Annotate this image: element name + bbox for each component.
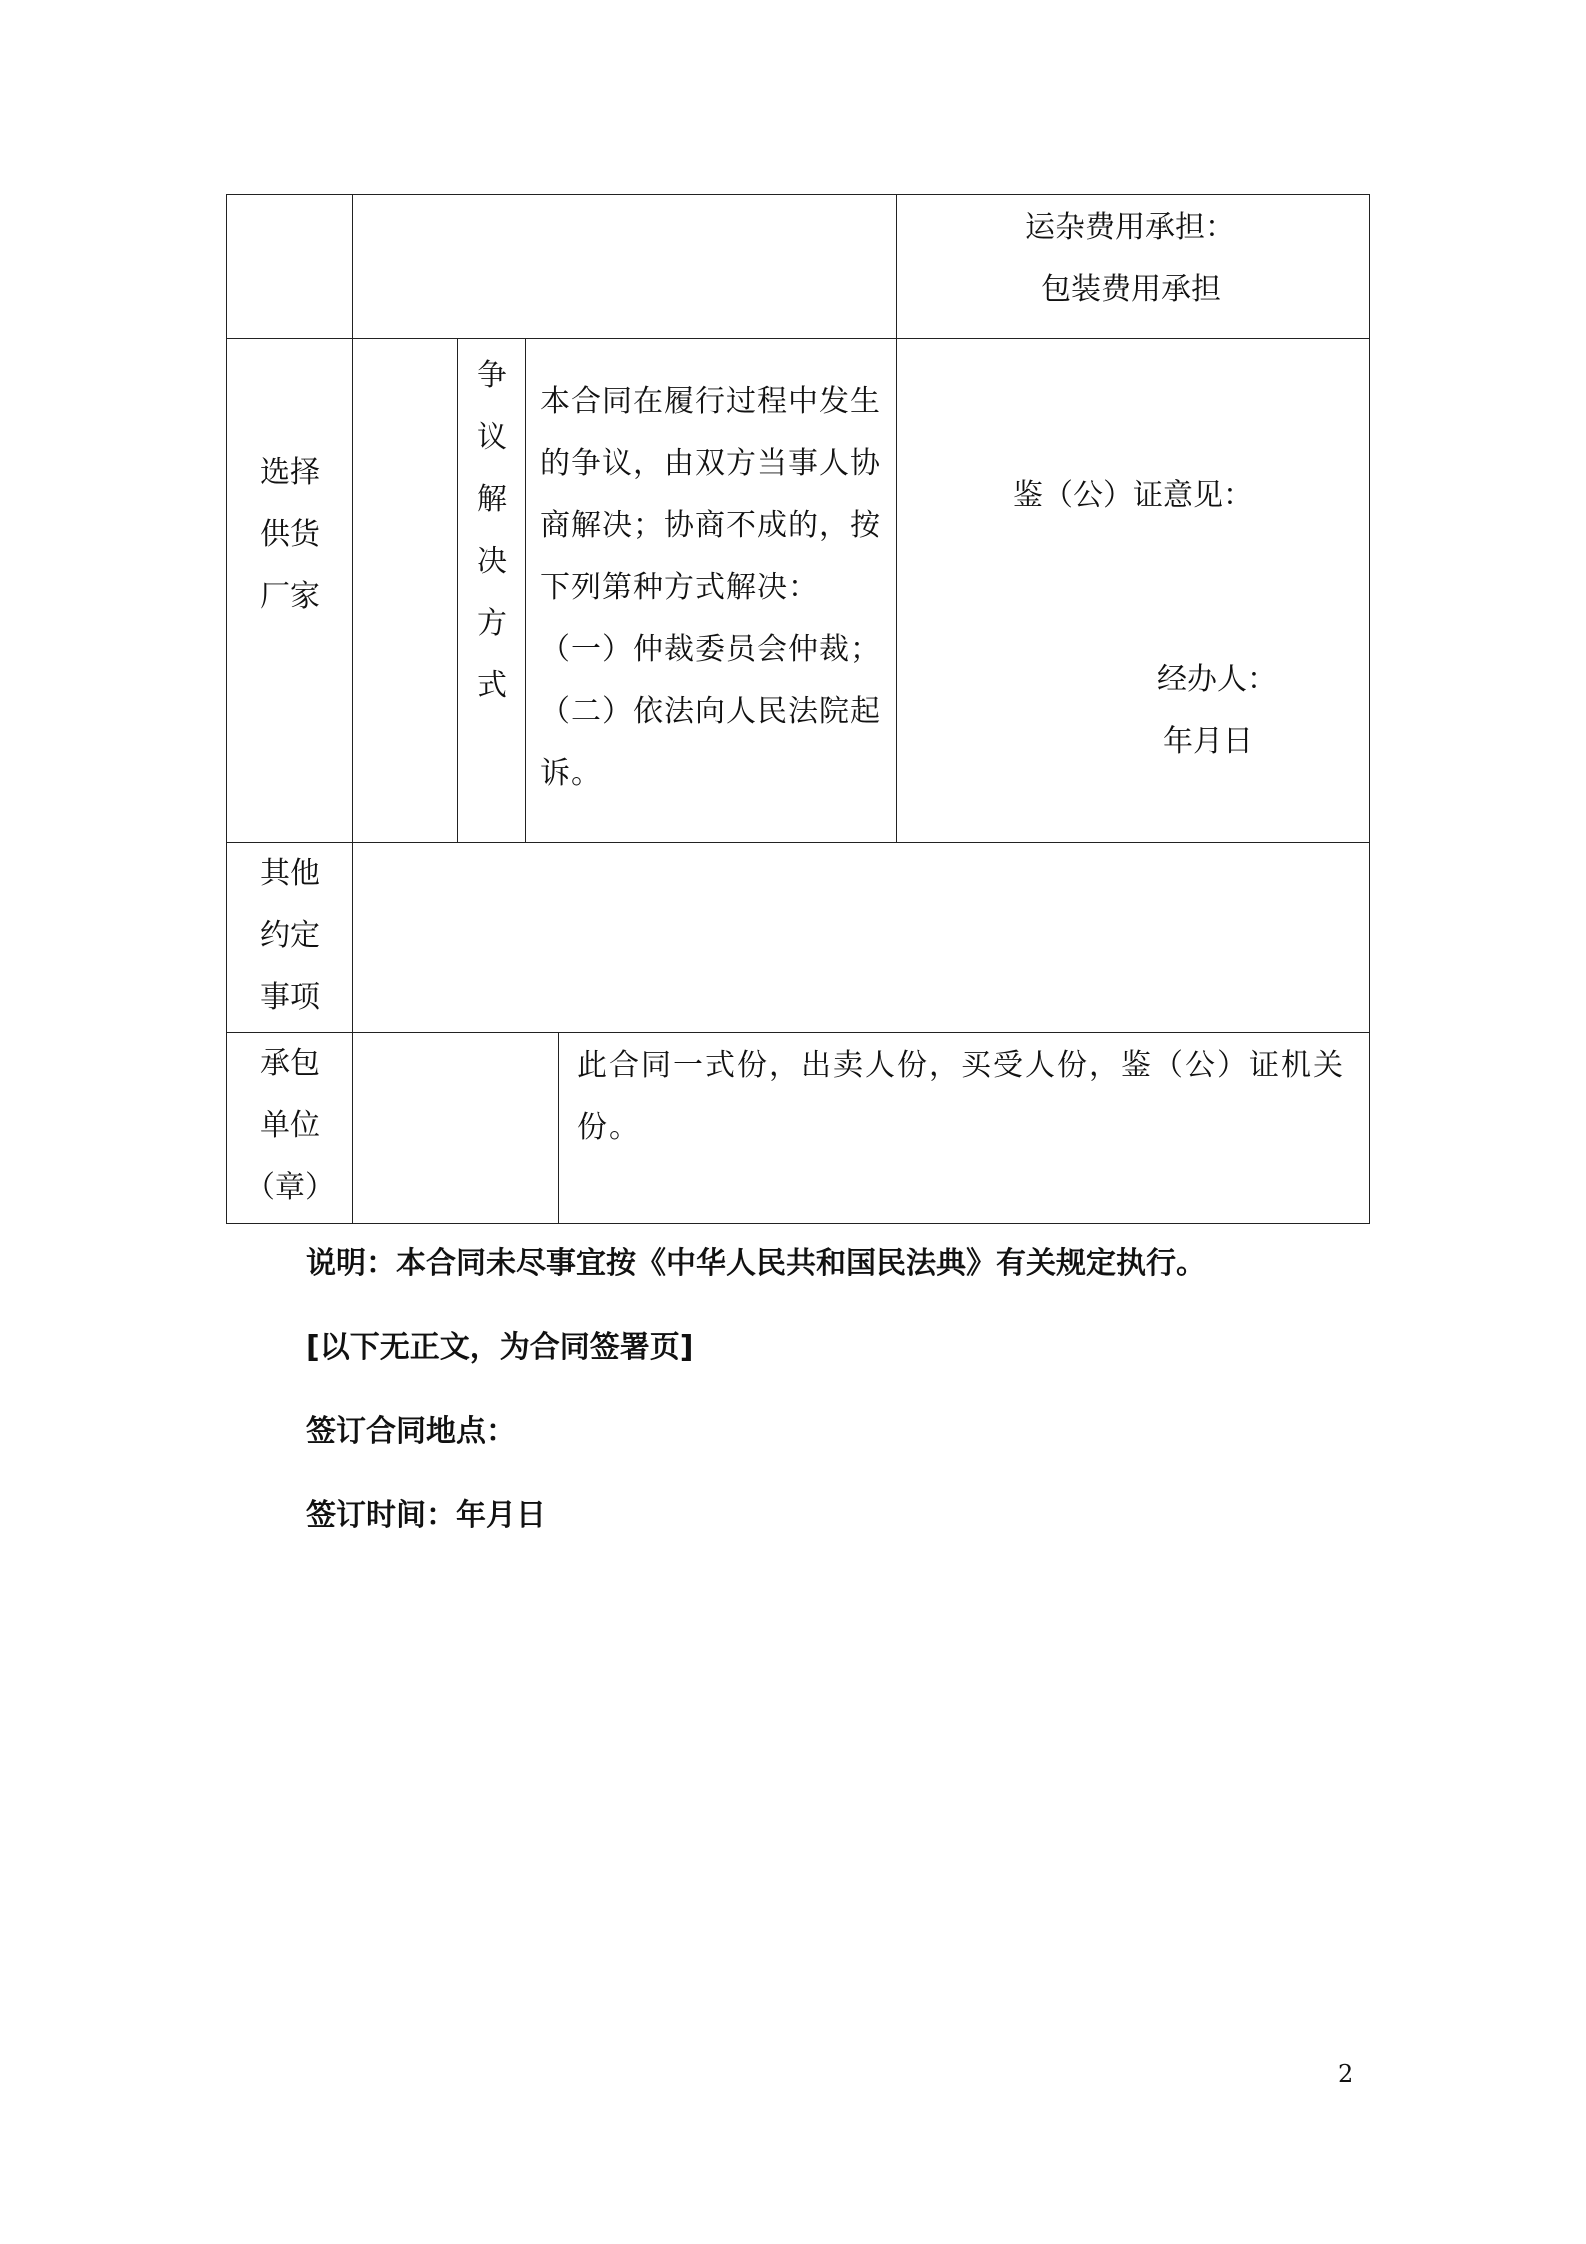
supplier-label-cell xyxy=(226,338,352,842)
no-text-below-note: [以下无正文，为合同签署页] xyxy=(306,1330,694,1365)
freight-cost-text: 运杂费用承担： xyxy=(1025,210,1235,245)
dispute-resolution-text: 本合同在履行过程中发生的争议，由双方当事人协商解决；协商不成的，按下列第种方式解决： xyxy=(540,384,881,605)
contractor-seal-cell xyxy=(352,1032,558,1224)
notary-opinion-text: 鉴（公）证意见： xyxy=(1013,478,1253,513)
supplier-label-line2: 供货 xyxy=(260,517,320,552)
packaging-cost-text: 包装费用承担 xyxy=(1041,272,1221,307)
dispute-label-char1: 争 xyxy=(477,358,507,393)
dispute-label-char6: 式 xyxy=(477,668,507,703)
dispute-label-char3: 解 xyxy=(477,482,507,517)
page-number: 2 xyxy=(1338,2060,1354,2088)
row1-col2-cell xyxy=(352,194,896,338)
explanation-note: 说明：本合同未尽事宜按《中华人民共和国民法典》有关规定执行。 xyxy=(306,1246,1206,1281)
supplier-value-cell xyxy=(352,338,457,842)
dispute-label-cell xyxy=(457,338,525,842)
dispute-option-arbitration: （一）仲裁委员会仲裁； xyxy=(540,632,881,667)
copies-cell xyxy=(558,1032,1370,1224)
supplier-label-line3: 厂家 xyxy=(260,579,320,614)
contract-copies-text: 此合同一式份，出卖人份，买受人份，鉴（公）证机关份。 xyxy=(577,1048,1345,1145)
other-terms-label-cell xyxy=(226,842,352,1032)
contractor-label-cell xyxy=(226,1032,352,1224)
dispute-label-char4: 决 xyxy=(477,544,507,579)
handler-text: 经办人： xyxy=(1157,662,1277,697)
dispute-label-char5: 方 xyxy=(477,606,507,641)
dispute-label-char2: 议 xyxy=(477,420,507,455)
other-terms-label-line3: 事项 xyxy=(260,980,320,1015)
contractor-label-line1: 承包 xyxy=(260,1046,320,1081)
supplier-label-line1: 选择 xyxy=(260,455,320,490)
dispute-option-litigation: （二）依法向人民法院起诉。 xyxy=(540,694,881,791)
other-terms-value-cell xyxy=(352,842,1370,1032)
row1-col1-cell xyxy=(226,194,352,338)
other-terms-label-line1: 其他 xyxy=(260,856,320,891)
other-terms-label-line2: 约定 xyxy=(260,918,320,953)
notary-date-text: 年月日 xyxy=(1163,724,1253,759)
signing-place-label: 签订合同地点： xyxy=(306,1414,516,1449)
contractor-label-line3: （章） xyxy=(245,1170,335,1205)
signing-time-label: 签订时间：年月日 xyxy=(306,1498,546,1533)
notary-cell xyxy=(896,338,1370,842)
row1-fees-cell xyxy=(896,194,1370,338)
contractor-label-line2: 单位 xyxy=(260,1108,320,1143)
dispute-text-cell xyxy=(525,338,896,842)
